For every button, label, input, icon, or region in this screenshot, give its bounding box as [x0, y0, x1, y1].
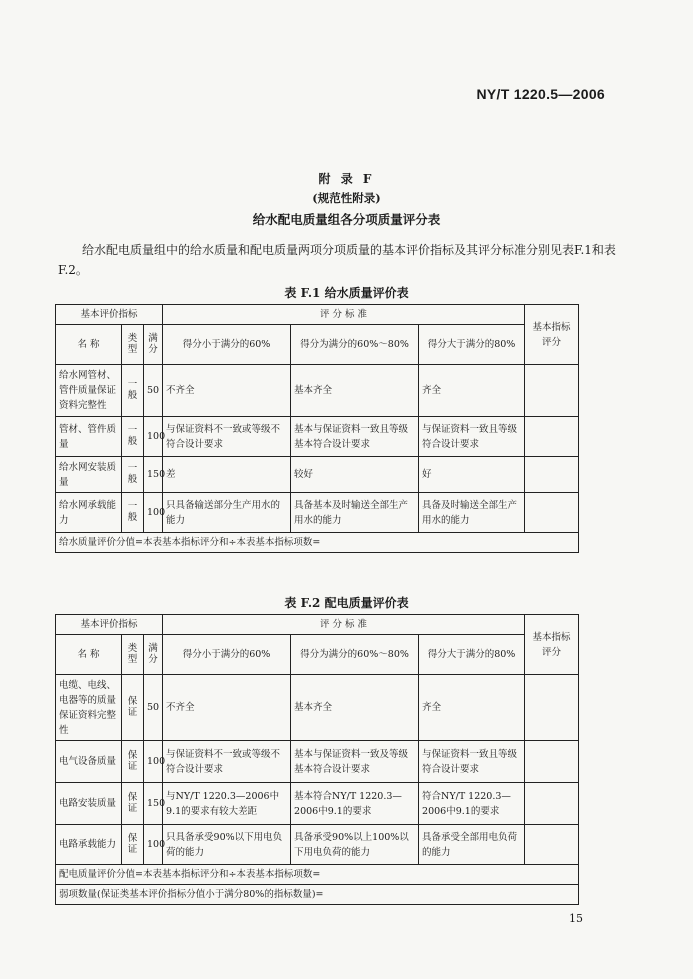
table-f1-footnote: 给水质量评价分值=本表基本指标评分和÷本表基本指标项数=	[56, 533, 579, 553]
row-score	[525, 493, 579, 533]
header-criteria-low: 得分小于满分的60%	[163, 635, 291, 675]
row-high: 具备及时输送全部生产用水的能力	[419, 493, 525, 533]
row-mid: 具备承受90%以上100%以下用电负荷的能力	[291, 825, 419, 865]
row-high: 好	[419, 457, 525, 493]
header-indicator-score: 基本指标评分	[525, 305, 579, 365]
row-full: 150	[144, 783, 163, 825]
row-low: 与保证资料不一致或等级不符合设计要求	[163, 741, 291, 783]
row-name: 管材、管件质量	[56, 417, 122, 457]
table-f2-caption: 表 F.2 配电质量评价表	[284, 596, 409, 610]
header-criteria-mid: 得分为满分的60%～80%	[291, 635, 419, 675]
table-f1	[55, 304, 579, 553]
table-row	[56, 825, 579, 865]
row-type: 保证	[122, 783, 144, 825]
header-type: 类型	[122, 325, 144, 365]
table-row	[56, 783, 579, 825]
row-mid: 具备基本及时输送全部生产用水的能力	[291, 493, 419, 533]
header-name: 名 称	[56, 635, 122, 675]
row-full: 50	[144, 365, 163, 417]
header-full-score: 满分	[144, 325, 163, 365]
row-full: 100	[144, 417, 163, 457]
table-row	[56, 417, 579, 457]
row-name: 电气设备质量	[56, 741, 122, 783]
appendix-type: (规范性附录)	[312, 191, 381, 205]
row-high: 齐全	[419, 365, 525, 417]
row-type: 一般	[122, 365, 144, 417]
table-f2	[55, 614, 579, 905]
row-full: 50	[144, 675, 163, 741]
row-high: 与保证资料一致且等级符合设计要求	[419, 741, 525, 783]
header-scoring-standard: 评 分 标 准	[163, 615, 525, 635]
row-high: 与保证资料一致且等级符合设计要求	[419, 417, 525, 457]
row-score	[525, 365, 579, 417]
row-name: 给水网管材、管件质量保证资料完整性	[56, 365, 122, 417]
row-name: 电路承载能力	[56, 825, 122, 865]
standard-code: NY/T 1220.5—2006	[476, 86, 605, 102]
row-high: 具备承受全部用电负荷的能力	[419, 825, 525, 865]
row-mid: 基本齐全	[291, 675, 419, 741]
table-row	[56, 493, 579, 533]
table-f2-footnote-score: 配电质量评价分值=本表基本指标评分和÷本表基本指标项数=	[56, 865, 579, 885]
row-score	[525, 741, 579, 783]
header-full-score: 满分	[144, 635, 163, 675]
row-full: 100	[144, 741, 163, 783]
header-scoring-standard: 评 分 标 准	[163, 305, 525, 325]
row-type: 保证	[122, 825, 144, 865]
header-name: 名 称	[56, 325, 122, 365]
row-mid: 基本符合NY/T 1220.3—2006中9.1的要求	[291, 783, 419, 825]
row-type: 一般	[122, 493, 144, 533]
row-high: 齐全	[419, 675, 525, 741]
appendix-subtitle: 给水配电质量组各分项质量评分表	[252, 212, 441, 227]
row-low: 不齐全	[163, 675, 291, 741]
row-name: 给水网安装质量	[56, 457, 122, 493]
row-high: 符合NY/T 1220.3—2006中9.1的要求	[419, 783, 525, 825]
table-row	[56, 741, 579, 783]
row-score	[525, 417, 579, 457]
table-f2-footnote-weak-items: 弱项数量(保证类基本评价指标分值小于满分80%的指标数量)=	[56, 885, 579, 905]
row-mid: 基本齐全	[291, 365, 419, 417]
row-full: 150	[144, 457, 163, 493]
row-mid: 较好	[291, 457, 419, 493]
row-type: 一般	[122, 417, 144, 457]
row-low: 不齐全	[163, 365, 291, 417]
table-row	[56, 457, 579, 493]
header-indicator-score: 基本指标评分	[525, 615, 579, 675]
row-full: 100	[144, 825, 163, 865]
row-score	[525, 783, 579, 825]
row-name: 给水网承载能力	[56, 493, 122, 533]
header-criteria-low: 得分小于满分的60%	[163, 325, 291, 365]
row-name: 电缆、电线、电器等的质量保证资料完整性	[56, 675, 122, 741]
row-score	[525, 457, 579, 493]
row-score	[525, 825, 579, 865]
row-mid: 基本与保证资料一致及等级基本符合设计要求	[291, 741, 419, 783]
appendix-title: 附 录 F	[318, 172, 375, 186]
table-row	[56, 365, 579, 417]
header-criteria-high: 得分大于满分的80%	[419, 635, 525, 675]
row-low: 与保证资料不一致或等级不符合设计要求	[163, 417, 291, 457]
header-type: 类型	[122, 635, 144, 675]
table-row	[56, 675, 579, 741]
header-criteria-mid: 得分为满分的60%～80%	[291, 325, 419, 365]
row-type: 一般	[122, 457, 144, 493]
row-low: 只具备承受90%以下用电负荷的能力	[163, 825, 291, 865]
header-criteria-high: 得分大于满分的80%	[419, 325, 525, 365]
header-basic-indicator: 基本评价指标	[56, 305, 163, 325]
row-full: 100	[144, 493, 163, 533]
row-low: 只具备输送部分生产用水的能力	[163, 493, 291, 533]
intro-paragraph: 给水配电质量组中的给水质量和配电质量两项分项质量的基本评价指标及其评分标准分别见表F.1和表F.2。	[58, 243, 616, 277]
row-low: 与NY/T 1220.3—2006中9.1的要求有较大差距	[163, 783, 291, 825]
row-type: 保证	[122, 741, 144, 783]
header-basic-indicator: 基本评价指标	[56, 615, 163, 635]
row-score	[525, 675, 579, 741]
row-mid: 基本与保证资料一致且等级基本符合设计要求	[291, 417, 419, 457]
row-type: 保证	[122, 675, 144, 741]
row-name: 电路安装质量	[56, 783, 122, 825]
row-low: 差	[163, 457, 291, 493]
page-number: 15	[569, 912, 583, 925]
table-f1-caption: 表 F.1 给水质量评价表	[284, 286, 409, 300]
